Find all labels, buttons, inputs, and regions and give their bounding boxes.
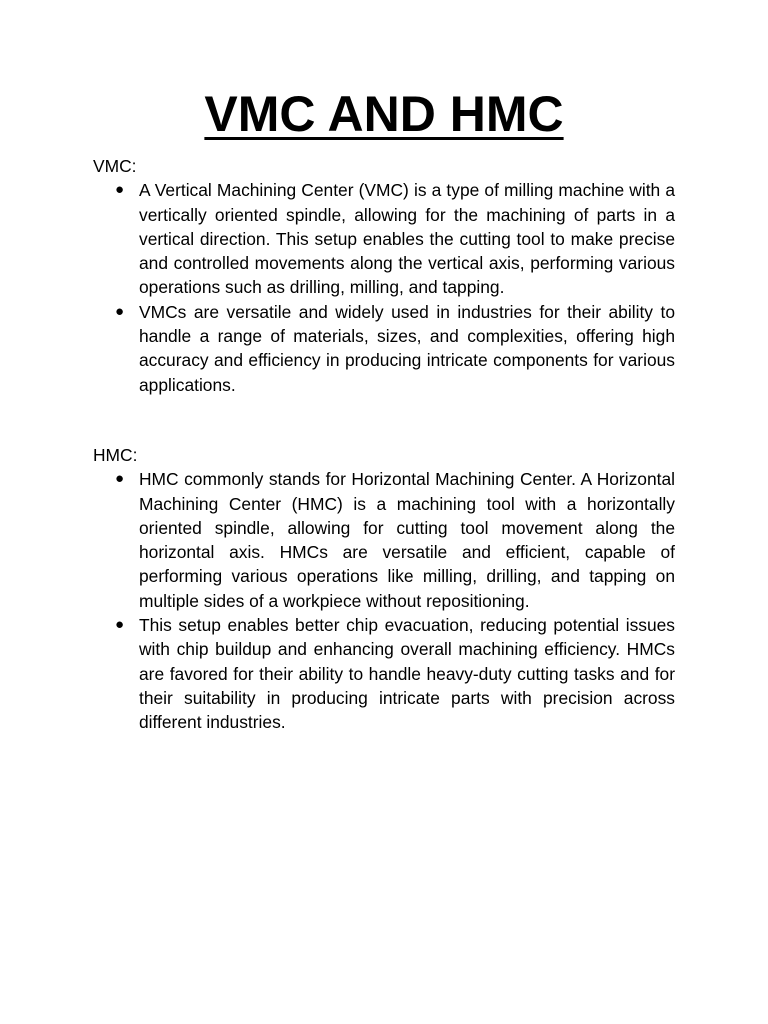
section-heading-hmc: HMC: bbox=[93, 445, 138, 465]
page-title bbox=[0, 84, 768, 144]
list-item-text: VMCs are versatile and widely used in industries for their ability to handle a range of materials, sizes, and complexities, offering high accuracy and efficiency in producing intricate components for various applications. bbox=[139, 301, 675, 395]
section-hmc bbox=[93, 443, 675, 735]
bullet-icon: ● bbox=[115, 470, 125, 488]
list-item bbox=[93, 300, 675, 397]
list-item-text: A Vertical Machining Center (VMC) is a type of milling machine with a vertically oriented spindle, allowing for the machining of parts in a vertical direction. This setup enables the cutting tool to make precise and controlled movements along the vertical axis, performing various operations such as drilling, milling, and tapping. bbox=[139, 180, 675, 298]
bullet-icon: ● bbox=[115, 302, 125, 320]
list-item bbox=[93, 178, 675, 299]
list-item bbox=[93, 467, 675, 613]
list-item-text: This setup enables better chip evacuation, reducing potential issues with chip buildup and enhancing overall machining efficiency. HMCs are favored for their ability to handle heavy-duty cutting tasks and for their suitability in producing intricate parts with precision across different industries. bbox=[139, 615, 675, 733]
list-item-text: HMC commonly stands for Horizontal Machining Center. A Horizontal Machining Center (HMC) is a machining tool with a horizontally oriented spindle, allowing for cutting tool movement along the horizontal axis. HMCs are versatile and efficient, capable of performing various operations like milling, drilling, and tapping on multiple sides of a workpiece without repositioning. bbox=[139, 469, 675, 611]
section-vmc bbox=[93, 154, 675, 397]
list-item bbox=[93, 613, 675, 734]
bullet-list-vmc bbox=[93, 178, 675, 397]
bullet-icon: ● bbox=[115, 181, 125, 199]
bullet-list-hmc bbox=[93, 467, 675, 734]
section-heading-vmc: VMC: bbox=[93, 156, 137, 176]
page-title-text: VMC AND HMC bbox=[204, 86, 564, 142]
bullet-icon: ● bbox=[115, 616, 125, 634]
